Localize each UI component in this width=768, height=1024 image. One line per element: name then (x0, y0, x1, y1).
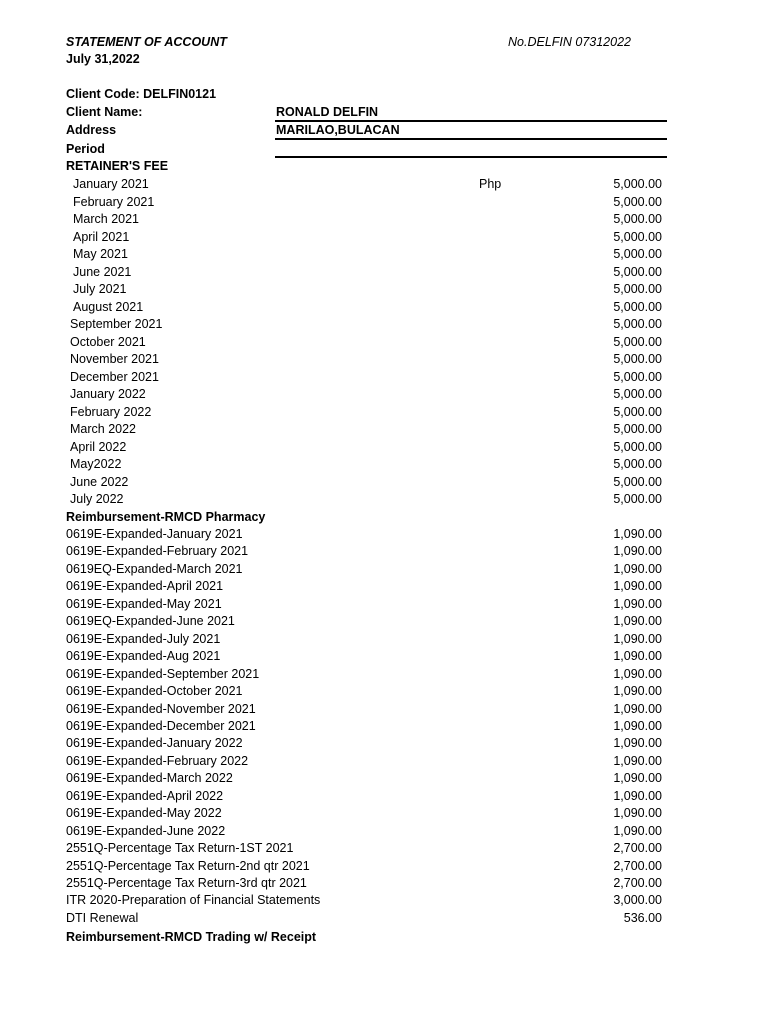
line-item-label: July 2022 (70, 492, 124, 506)
line-item-amount: 5,000.00 (613, 369, 662, 384)
line-item-amount: 1,090.00 (613, 718, 662, 733)
line-item-label: 0619E-Expanded-January 2021 (66, 527, 243, 541)
line-item-amount: 5,000.00 (613, 282, 662, 296)
line-item-amount: 5,000.00 (613, 387, 662, 401)
line-item (0, 335, 768, 352)
line-item-label: June 2022 (70, 474, 129, 489)
line-item-amount: 1,090.00 (613, 823, 662, 838)
line-item-label: September 2021 (70, 317, 163, 331)
line-item-amount: 5,000.00 (613, 352, 662, 366)
line-item-label: 2551Q-Percentage Tax Return-3rd qtr 2021 (66, 876, 307, 890)
line-item-label: April 2021 (73, 229, 130, 244)
line-item-amount: 1,090.00 (613, 596, 662, 611)
line-item-label: April 2022 (70, 439, 127, 454)
line-item-amount: 5,000.00 (613, 229, 662, 244)
line-item (0, 177, 768, 194)
line-item-label: 0619E-Expanded-February 2022 (66, 753, 249, 768)
line-item-amount: 1,090.00 (613, 649, 662, 664)
period-underline (275, 156, 667, 158)
line-item-label: 0619E-Expanded-May 2022 (66, 806, 222, 821)
line-item (0, 579, 768, 596)
client-name-label: Client Name: (66, 105, 143, 119)
line-item-label: March 2022 (70, 422, 137, 436)
line-item-label: February 2021 (73, 194, 155, 209)
line-item-label: May2022 (70, 457, 122, 471)
line-item (0, 387, 768, 404)
line-item-label: 0619E-Expanded-January 2022 (66, 736, 243, 751)
line-item (0, 527, 768, 544)
line-item (0, 702, 768, 719)
line-item (0, 247, 768, 264)
line-item-amount: 5,000.00 (613, 439, 662, 454)
line-item (0, 632, 768, 649)
line-item-amount: 1,090.00 (613, 544, 662, 559)
line-item-amount: 3,000.00 (613, 893, 662, 908)
line-item-label: October 2021 (70, 334, 146, 349)
retainer-heading: RETAINER'S FEE (66, 159, 169, 173)
line-item-amount: 5,000.00 (613, 194, 662, 209)
line-item-label: 0619E-Expanded-December 2021 (66, 718, 256, 733)
line-item-amount: 5,000.00 (613, 264, 662, 279)
line-item (0, 562, 768, 579)
client-name-value: RONALD DELFIN (276, 105, 379, 119)
line-item-label: 0619E-Expanded-October 2021 (66, 684, 243, 699)
line-item-label: 0619EQ-Expanded-March 2021 (66, 561, 243, 576)
line-item (0, 265, 768, 282)
line-item (0, 614, 768, 631)
line-item (0, 282, 768, 299)
line-item-amount: 2,700.00 (613, 876, 662, 890)
line-item-amount: 1,090.00 (613, 666, 662, 681)
line-item-amount: 1,090.00 (613, 806, 662, 821)
line-item-label: June 2021 (73, 264, 132, 279)
address-label: Address (66, 123, 117, 137)
line-item-label: 2551Q-Percentage Tax Return-1ST 2021 (66, 841, 294, 856)
line-item (0, 440, 768, 457)
line-item-amount: 5,000.00 (613, 422, 662, 436)
line-item-amount: 5,000.00 (613, 299, 662, 314)
line-item (0, 841, 768, 858)
currency-label: Php (479, 177, 502, 191)
line-item-label: 0619E-Expanded-November 2021 (66, 701, 256, 716)
line-item-amount: 5,000.00 (613, 474, 662, 489)
line-item-label: December 2021 (70, 369, 159, 384)
line-item-amount: 5,000.00 (613, 177, 662, 191)
line-item (0, 719, 768, 736)
line-item (0, 317, 768, 334)
statement-number: No.DELFIN 07312022 (508, 35, 631, 49)
line-item (0, 736, 768, 753)
line-item (0, 492, 768, 509)
line-item-amount: 1,090.00 (613, 579, 662, 594)
line-item-amount: 2,700.00 (613, 858, 662, 873)
line-item-amount: 5,000.00 (613, 404, 662, 419)
line-item (0, 457, 768, 474)
line-item-label: January 2022 (70, 387, 146, 401)
line-item-label: February 2022 (70, 404, 152, 419)
line-item-amount: 1,090.00 (613, 736, 662, 751)
line-item-amount: 1,090.00 (613, 701, 662, 716)
line-item-amount: 5,000.00 (613, 317, 662, 331)
statement-date: July 31,2022 (66, 52, 140, 66)
line-item (0, 195, 768, 212)
line-item (0, 893, 768, 910)
statement-title: STATEMENT OF ACCOUNT (66, 35, 227, 49)
address-value: MARILAO,BULACAN (276, 123, 400, 137)
line-item-label: 0619E-Expanded-May 2021 (66, 596, 222, 611)
line-item (0, 352, 768, 369)
line-item (0, 405, 768, 422)
line-item (0, 754, 768, 771)
line-item (0, 649, 768, 666)
line-item-label: 0619E-Expanded-September 2021 (66, 666, 260, 681)
line-item-amount: 2,700.00 (613, 841, 662, 856)
line-item-label: 0619E-Expanded-April 2021 (66, 579, 224, 594)
line-item-amount: 1,090.00 (613, 614, 662, 629)
line-item-label: January 2021 (73, 177, 149, 191)
line-item-amount: 1,090.00 (613, 684, 662, 699)
line-item-label: DTI Renewal (66, 910, 139, 925)
line-item-label: 0619E-Expanded-July 2021 (66, 631, 221, 646)
line-item-label: November 2021 (70, 352, 159, 366)
line-item (0, 212, 768, 229)
line-item-label: ITR 2020-Preparation of Financial Statements (66, 893, 321, 908)
line-item (0, 667, 768, 684)
line-item-amount: 5,000.00 (613, 492, 662, 506)
line-item (0, 824, 768, 841)
client-code: Client Code: DELFIN0121 (66, 87, 217, 101)
line-item-label: 0619EQ-Expanded-June 2021 (66, 614, 235, 629)
line-item (0, 475, 768, 492)
line-item (0, 806, 768, 823)
address-underline (275, 138, 667, 140)
line-item-label: March 2021 (73, 212, 140, 226)
line-item-amount: 1,090.00 (613, 561, 662, 576)
line-item (0, 300, 768, 317)
line-item-amount: 5,000.00 (613, 334, 662, 349)
period-label: Period (66, 142, 105, 156)
line-item-label: 0619E-Expanded-February 2021 (66, 544, 249, 559)
line-item (0, 876, 768, 893)
line-item (0, 370, 768, 387)
line-item-label: August 2021 (73, 299, 144, 314)
line-item-label: 0619E-Expanded-April 2022 (66, 788, 224, 803)
line-item-amount: 1,090.00 (613, 788, 662, 803)
line-item (0, 859, 768, 876)
line-item-amount: 5,000.00 (613, 247, 662, 261)
line-item (0, 544, 768, 561)
line-item-label: May 2021 (73, 247, 128, 261)
line-item-amount: 1,090.00 (613, 631, 662, 646)
trading-heading: Reimbursement-RMCD Trading w/ Receipt (66, 930, 317, 944)
line-item-label: 2551Q-Percentage Tax Return-2nd qtr 2021 (66, 858, 310, 873)
line-item-label: 0619E-Expanded-Aug 2021 (66, 649, 221, 664)
client-name-underline (275, 120, 667, 122)
line-item-label: 0619E-Expanded-June 2022 (66, 823, 226, 838)
line-item-amount: 5,000.00 (613, 212, 662, 226)
line-item-amount: 5,000.00 (613, 457, 662, 471)
line-item (0, 911, 768, 928)
line-item-amount: 1,090.00 (613, 753, 662, 768)
line-item-label: 0619E-Expanded-March 2022 (66, 771, 233, 786)
line-item (0, 789, 768, 806)
line-item-label: July 2021 (73, 282, 127, 296)
line-item (0, 684, 768, 701)
pharmacy-heading: Reimbursement-RMCD Pharmacy (66, 510, 266, 524)
line-item (0, 422, 768, 439)
line-item (0, 771, 768, 788)
line-item-amount: 1,090.00 (613, 527, 662, 541)
line-item (0, 597, 768, 614)
line-item-amount: 1,090.00 (613, 771, 662, 786)
line-item-amount: 536.00 (623, 910, 662, 925)
line-item (0, 230, 768, 247)
